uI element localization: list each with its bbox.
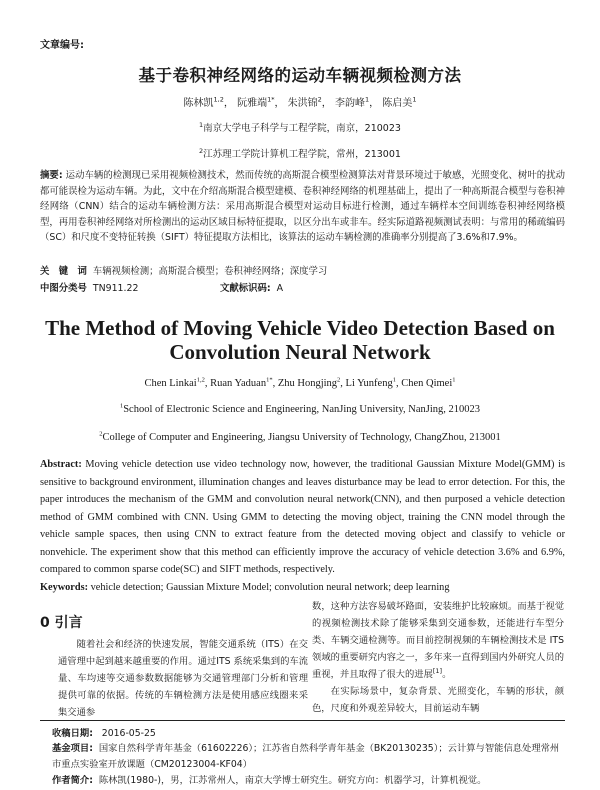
affiliation-sup: 1 <box>199 120 204 129</box>
chinese-affiliation-2 <box>0 146 600 160</box>
keywords-label: Keywords: <box>40 582 89 593</box>
chinese-authors: 陈林凯$^{1,2}$， 阮雅端$^{1*}$， 朱洪锦$^2$， 李韵峰$^1$， 陈启美$^1$ <box>183 95 417 109</box>
keywords-text: 车辆视频检测；高斯混合模型；卷积神经网络；深度学习 <box>92 266 328 277</box>
author-sup: 1 <box>412 95 417 104</box>
abstract-label: Abstract: <box>40 459 82 470</box>
received-label: 收稿日期: <box>52 728 93 739</box>
english-keywords <box>40 582 565 593</box>
article-number-label: 文章编号: <box>40 40 84 51</box>
paragraph <box>312 598 564 683</box>
doc-code-label: 文献标识码: <box>220 283 271 294</box>
author-name: Li Yunfeng <box>345 378 393 389</box>
keywords-label: 关 键 词 <box>40 266 87 277</box>
author-name: 李韵峰 <box>334 98 365 109</box>
english-affiliation-1 <box>0 404 600 415</box>
clc-label: 中图分类号 <box>40 283 87 294</box>
author-sup: 1* <box>266 376 273 384</box>
chinese-title: 基于卷积神经网络的运动车辆视频检测方法 <box>138 66 462 85</box>
author-name: Chen Qimei <box>401 378 453 389</box>
author-bio-label: 作者简介: <box>52 775 93 786</box>
english-title: The Method of Moving Vehicle Video Detection Based on Convolution Neural Network <box>45 316 555 364</box>
english-abstract <box>40 456 565 579</box>
affiliation-sup: 2 <box>99 430 103 438</box>
author-bio-value: 陈林凯(1980-)，男，江苏常州人，南京大学博士研究生。研究方向：机器学习，计算机视觉。 <box>98 775 487 786</box>
paragraph: 在实际场景中，复杂背景、光照变化，车辆的形状，颜色，尺度和外观差异较大，目前运动车辆 <box>312 686 564 714</box>
section-heading: 0 引言 <box>40 615 83 631</box>
author-bio <box>52 772 567 786</box>
citation: [1] <box>432 666 443 675</box>
author-name: Ruan Yaduan <box>210 378 267 389</box>
affiliation-text: 南京大学电子科学与工程学院，南京，210023 <box>203 123 401 134</box>
affiliation-sup: 2 <box>199 146 204 155</box>
author-name: 陈林凯 <box>183 98 214 109</box>
body-right-column <box>312 598 564 717</box>
funding-label: 基金项目: <box>52 743 93 754</box>
funding-note <box>52 741 567 772</box>
affiliation-sup: 1 <box>119 402 124 410</box>
author-sup: 1 <box>452 376 456 384</box>
author-sup: 2 <box>337 376 341 384</box>
footnote-divider <box>40 720 565 721</box>
paragraph-text: 数，这种方法容易破坏路面，安装维护比较麻烦。而基于视觉的视频检测技术除了能够采集到交通参数，还能进行车型分类、车辆交通检测等。而目前控制视频的车辆检测技术是 ITS 领域的重要研究内容之一，多年来一直得到国内外研究人员的重视，并且取得了很大的进展 <box>312 601 564 680</box>
english-affiliation-2 <box>0 432 600 443</box>
doc-code-value: A <box>276 283 284 294</box>
received-date <box>52 725 156 739</box>
author-name: Zhu Hongjing <box>277 378 338 389</box>
received-value: 2016-05-25 <box>101 728 156 739</box>
clc-value: TN911.22 <box>92 283 139 294</box>
author-sup: 2 <box>317 95 322 104</box>
keywords-text: vehicle detection; Gaussian Mixture Model; convolution neural network; deep learning <box>90 582 450 593</box>
author-name: Chen Linkai <box>144 378 197 389</box>
author-sup: 1 <box>392 376 396 384</box>
author-sup: 1* <box>267 95 275 104</box>
author-name: 陈启美 <box>382 98 413 109</box>
paragraph-end: 。 <box>442 669 452 680</box>
author-sup: 1 <box>364 95 370 104</box>
chinese-abstract <box>40 168 565 246</box>
author-sup: 1,2 <box>196 376 205 384</box>
chinese-affiliation-1 <box>0 120 600 134</box>
affiliation-text: 江苏理工学院计算机工程学院，常州，213001 <box>203 149 401 160</box>
document-code <box>220 280 283 294</box>
author-sup: 1,2 <box>213 95 224 104</box>
abstract-text: 运动车辆的检测现已采用视频检测技术，然而传统的高斯混合模型检测算法对背景环境过于敏感，光照变化、树叶的扰动都可能误检为运动车辆。为此，文中在介绍高斯混合模型建模、卷积神经网络的机理基础上，提出了一种高斯混合模型与卷积神经网络（CNN）结合的运动车辆检测方法：采用高斯混合模型对运动目标进行检测，通过车辆样本空间训练卷积神经网络模型，再用卷积神经网络对所检测出的运动区域目标特征提取，以区分出车或非车。经实际道路视频测试表明：与常用的稀疏编码（SC）和尺度不变特征转换（SIFT）特征提取方法相比，该算法的运动车辆检测的准确率分别提高了3.6%和7.9%。 <box>40 170 566 244</box>
abstract-label: 摘要: <box>40 170 63 181</box>
affiliation-text: College of Computer and Engineering, Jiangsu University of Technology, ChangZhou, 213001 <box>102 432 501 443</box>
author-name: 朱洪锦 <box>287 98 318 109</box>
english-authors: Chen Linkai$^{1,2}$, Ruan Yaduan$^{1*}$, Zhu Hongjing$^2$, Li Yunfeng$^1$, Chen Qimei$^1$ <box>144 376 456 389</box>
abstract-text: Moving vehicle detection use video technology now, however, the traditional Gaussian Mixture Model(GMM) is sensitive to background environment, illumination changes and leaves disturbance may be lead to error detection. For this, the paper introduces the mechanism of the GMM and convolution neural network(CNN), and then purposed a vehicle detection method of GMM combined with CNN. Using GMM to detecting the moving object, training the CNN model through the vehicle sample spaces, then using CNN to extract feature from the detected moving object and classify to vehicle or nonvehicle. The experiment show that this method can efficiently improve the accuracy of vehicle detection 3.6% and 6.9%, compared to common sparse code(SC) and SIFT methods, respectively. <box>40 459 565 575</box>
clc-number <box>40 280 138 294</box>
chinese-keywords <box>40 263 565 277</box>
author-name: 阮雅端 <box>237 98 268 109</box>
affiliation-text: School of Electronic Science and Engineering, NanJing University, NanJing, 210023 <box>123 404 481 415</box>
funding-value: 国家自然科学青年基金（61602226）；江苏省自然科学青年基金（BK20130235）；云计算与智能信息处理常州市重点实验室开放课题（CM20123004-KF04） <box>52 743 560 770</box>
body-left-column: 随着社会和经济的快速发展，智能交通系统（ITS）在交通管理中起到越来越重要的作用。通过ITS 系统采集到的车流量、车均速等交通参数数据能够为交通管理部门分析和管理提供可靠的依据。传统的车辆检测方法是使用感应线圈来采集交通参 <box>58 639 308 718</box>
